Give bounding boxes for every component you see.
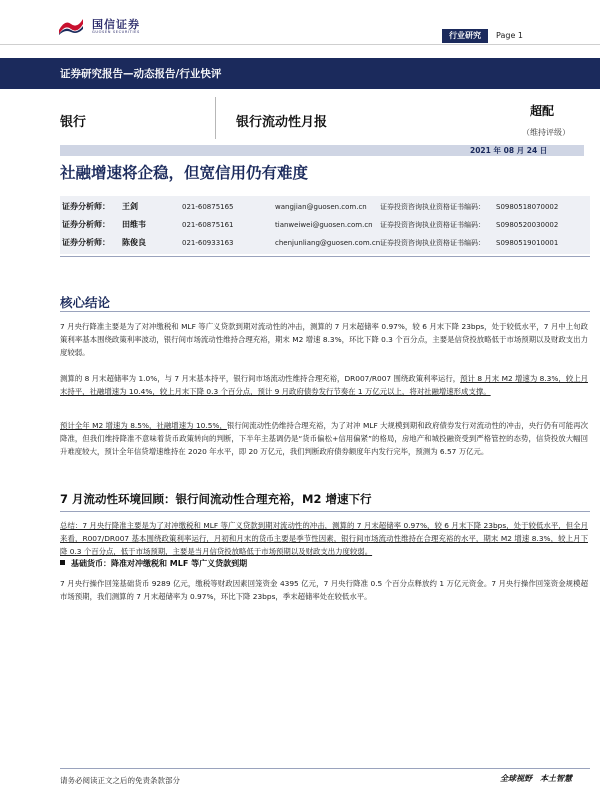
disclaimer-note: 请务必阅读正文之后的免责条款部分 <box>60 776 180 785</box>
rating-note: （维持评级） <box>522 128 570 137</box>
paragraph-text-plain: 银行间流动性仍维持合理充裕，为了对冲 MLF 大规模到期和政府债券发行对流动性的冲击，央行仍有可能再次降准，但我们维持降准不意味着货币政策转向的判断，下半年主基调仍是“货币偏松+信用偏紧”的格局，房地产和城投融资受到严格管控的态势，信贷投放大幅回升难度较大，预计全年信贷增速维持在 2020 年水平，即 20 万亿元，我们判断政府债券额度年内发行完毕，预测为 6.57 万亿元。 <box>60 421 589 456</box>
paragraph-text <box>60 372 588 398</box>
report-type-text: 证券研究报告—动态报告/行业快评 <box>60 68 222 80</box>
logo-english-name: GUOSEN SECURITIES <box>92 30 140 34</box>
report-date: 2021 年 08 月 24 日 <box>470 146 548 155</box>
core-paragraph-1 <box>60 320 588 359</box>
analyst-phone: 021-60933163 <box>182 239 234 247</box>
analyst-name: 田维韦 <box>122 220 146 229</box>
page-number: Page 1 <box>496 31 523 40</box>
core-paragraph-3 <box>60 419 588 458</box>
analyst-row <box>62 198 592 216</box>
paragraph-text-underlined: 预计 8 月末 M2 增速为 8.3%，较上月末持平，社融增速为 10.4%，较上月末下降 0.3 个百分点，预计 9 月政府债券发行节奏在 1 万亿元以上，将对社融增速形成支撑。 <box>60 374 588 396</box>
meta-divider <box>215 97 216 139</box>
subsection-paragraph <box>60 577 588 603</box>
core-paragraph-2 <box>60 372 588 398</box>
square-bullet-icon <box>60 560 65 565</box>
analyst-phone: 021-60875161 <box>182 221 234 229</box>
cert-label: 证券投资咨询执业资格证书编码： <box>380 221 485 229</box>
footer-divider <box>60 768 590 769</box>
paragraph-text: 7 月央行降准主要是为了对冲缴税和 MLF 等广义贷款到期对流动性的冲击，测算的 7 月末超储率 0.97%，较 6 月末下降 23bps，处于较低水平，7 月中上旬政策利率基本围绕政策利率波动，银行间市场流动性维持合理充裕，期末 M2 增速 8.3%，环比下降 0.3 个百分点，主要是信贷投放略低于市场预期以及财政支出力度较弱。 <box>60 322 588 357</box>
headline: 社融增速将企稳，但宽信用仍有难度 <box>60 164 309 182</box>
paragraph-text-plain: 测算的 8 月末超储率为 1.0%，与 7 月末基本持平，银行间市场流动性维持合理充裕，DR007/R007 围绕政策利率运行， <box>60 374 461 383</box>
guosen-logo-icon <box>58 17 84 35</box>
analyst-divider <box>60 256 590 257</box>
section-heading-core: 核心结论 <box>60 295 111 310</box>
analyst-row <box>62 216 592 234</box>
analyst-name: 陈俊良 <box>122 238 146 247</box>
subsection-heading <box>60 558 247 569</box>
cert-label: 证券投资咨询执业资格证书编码： <box>380 239 485 247</box>
paragraph-text-underlined: 预计全年 M2 增速为 8.5%，社融增速为 10.5%， <box>60 421 227 430</box>
industry-label: 银行 <box>60 115 87 130</box>
paragraph-text: 7 月央行操作回笼基础货币 9289 亿元，缴税等财政因素回笼资金 4395 亿元，7 月央行降准 0.5 个百分点释放约 1 万亿元资金。7 月央行操作回笼资金规模超市场预期，我们测算的 7 月末超储率为 0.97%，环比下降 23bps，季末超储率处在较低水平。 <box>60 579 588 601</box>
cert-label: 证券投资咨询执业资格证书编码： <box>380 203 485 211</box>
footer-slogan: 全球视野 本土智慧 <box>500 773 572 783</box>
cert-number: S0980520030002 <box>496 221 559 229</box>
analyst-row <box>62 234 592 252</box>
report-title: 银行流动性月报 <box>236 115 328 130</box>
header-divider <box>0 44 600 45</box>
rating: 超配 <box>530 104 555 118</box>
cert-number: S0980519010001 <box>496 239 559 247</box>
heading-divider <box>60 511 590 512</box>
analyst-role: 证券分析师： <box>62 220 110 229</box>
analyst-phone: 021-60875165 <box>182 203 234 211</box>
subsection-title: 基础货币：降准对冲缴税和 MLF 等广义贷款到期 <box>71 559 248 568</box>
analyst-role: 证券分析师： <box>62 238 110 247</box>
analyst-email: chenjunliang@guosen.com.cn <box>275 239 381 247</box>
logo-chinese-name: 国信证券 <box>92 18 140 31</box>
paragraph-text <box>60 419 588 458</box>
section-heading-review: 7 月流动性环境回顾：银行间流动性合理充裕，M2 增速下行 <box>60 492 372 506</box>
category-tag: 行业研究 <box>442 29 488 43</box>
summary-paragraph <box>60 519 588 558</box>
paragraph-text: 总结：7 月央行降准主要是为了对冲缴税和 MLF 等广义贷款到期对流动性的冲击，测算的 7 月末超储率 0.97%，较 6 月末下降 23bps，处于较低水平，但全月来看，R007/DR007 基本围绕政策利率运行，月初和月末的货币主要是季节性因素，银行间市场流动性维持在合理充裕的水平，期末 M2 增速 8.3%，较上月下降 0.3 个百分点，低于市场预期，主要是当月信贷投放略低于市场预期以及财政支出力度较弱。 <box>60 521 588 556</box>
analyst-name: 王剑 <box>122 202 138 211</box>
analyst-role: 证券分析师： <box>62 202 110 211</box>
analyst-email: tianweiwei@guosen.com.cn <box>275 221 373 229</box>
cert-number: S0980518070002 <box>496 203 559 211</box>
heading-divider <box>60 311 590 312</box>
analyst-email: wangjian@guosen.com.cn <box>275 203 367 211</box>
